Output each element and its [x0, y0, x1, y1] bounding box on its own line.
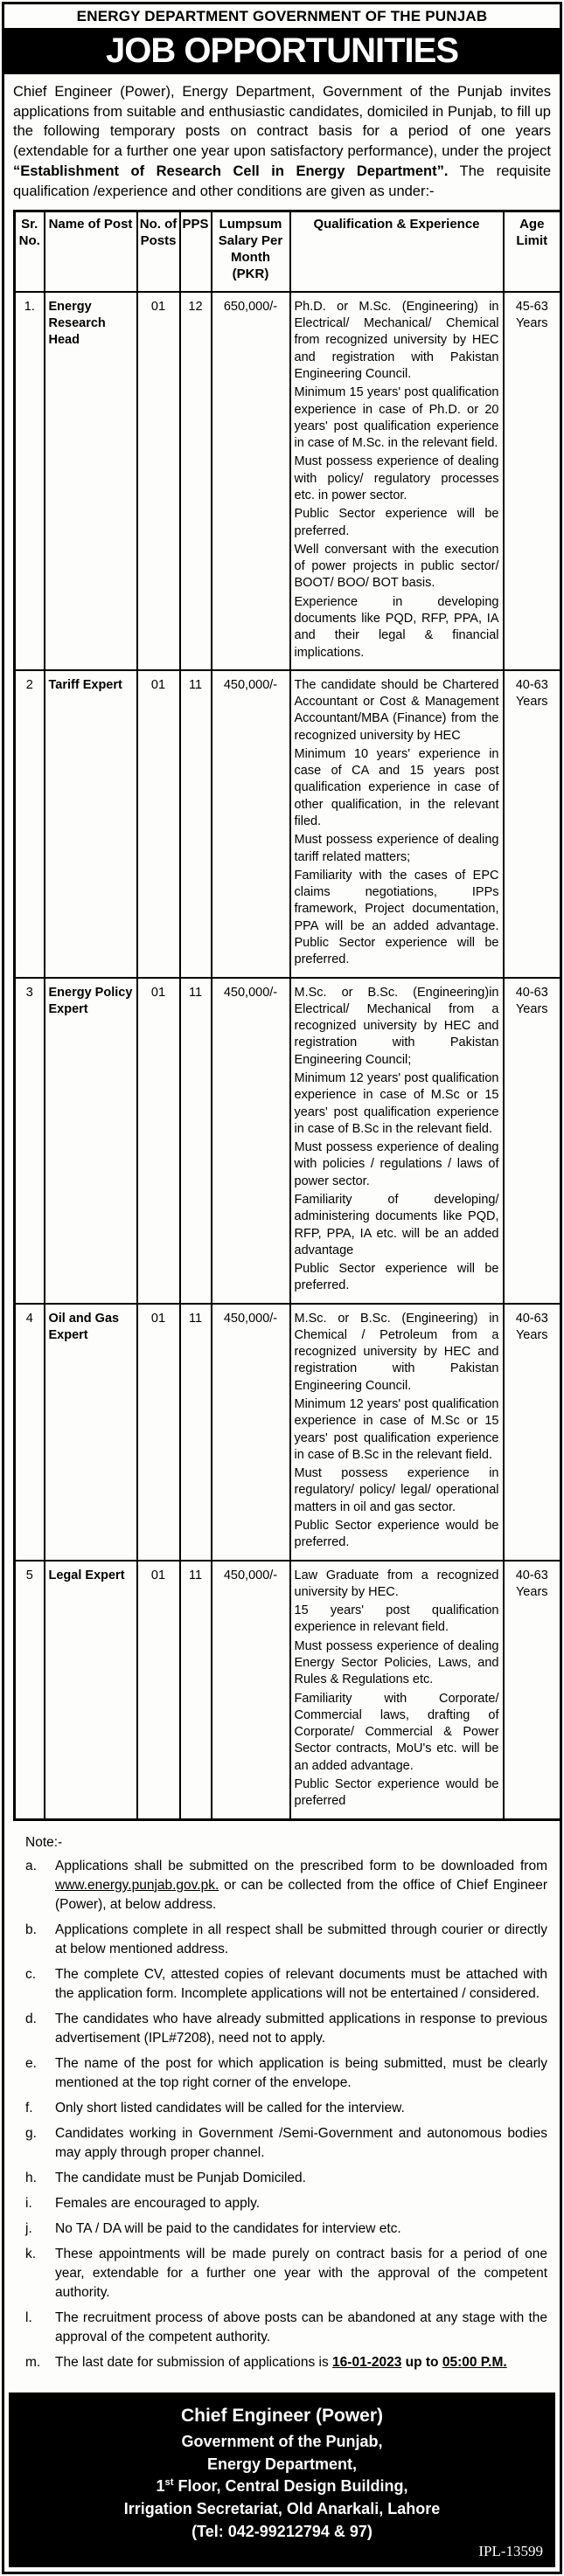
text-segment: The candidate must be Punjab Domiciled.: [55, 2170, 306, 2185]
text-segment: “Establishment of Research Cell in Energy Department”.: [13, 163, 449, 179]
text-segment: Only short listed candidates will be called for the interview.: [55, 2100, 405, 2116]
text-segment: 16-01-2023: [332, 2354, 402, 2370]
text-segment: The complete CV, attested copies of relevant documents must be attached with the application form. Incomplete applications will not be entertained / considered.: [55, 1966, 547, 2001]
qualification-paragraph: Familiarity of developing/ administering documents like PQD, RFP, PPA, IA etc. will be an added advantage: [294, 1192, 499, 1257]
cell-posts: 01: [137, 1561, 180, 1819]
note-letter: c.: [25, 1966, 37, 1982]
cell-post: Legal Expert: [45, 1561, 137, 1819]
text-segment: Government of the Punjab,: [181, 2433, 383, 2451]
col-header-name-of-post: Name of Post: [45, 211, 137, 292]
col-header-sr-no: Sr. No.: [15, 211, 45, 292]
table-row: [15, 670, 561, 978]
cell-pps: 11: [180, 1561, 212, 1819]
cell-posts: 01: [137, 978, 180, 1304]
text-segment: Chief Engineer (Power): [180, 2405, 384, 2426]
cell-salary: 450,000/-: [212, 1561, 290, 1819]
cell-pps: 12: [180, 292, 212, 670]
cell-qualification: [290, 292, 504, 670]
qualification-paragraph: M.Sc. or B.Sc. (Engineering) in Chemical / Petroleum from a recognized university by HEC and registration with Pakistan Engineering Council.: [294, 1311, 499, 1393]
text-segment: These appointments will be made purely on contract basis for a period of one year, extendable for a further one year with the approval of the competent authority.: [55, 2246, 547, 2300]
cell-salary: 450,000/-: [212, 1304, 290, 1561]
note-text: [55, 2194, 549, 2213]
qualification-paragraph: Public Sector experience would be preferred: [294, 1776, 499, 1809]
note-item: [25, 1857, 549, 1915]
qualification-paragraph: Law Graduate from a recognized university by HEC.: [294, 1568, 499, 1599]
qualification-paragraph: Public Sector experience will be preferred.: [294, 507, 499, 538]
cell-post: Tariff Expert: [45, 670, 137, 978]
text-segment: The recruitment process of above posts can be abandoned at any stage with the approval of the competent authority.: [55, 2309, 547, 2344]
qualification-paragraph: Must possess experience of dealing with policies / regulations / laws of power sector.: [294, 1140, 499, 1188]
note-text: [55, 1965, 549, 2004]
note-text: [55, 1857, 549, 1915]
note-item: [25, 2245, 549, 2302]
posts-table: [13, 210, 562, 1820]
note-text: [55, 1921, 549, 1959]
note-item: [25, 2194, 549, 2213]
col-header-no-of-posts: No. of Posts: [137, 211, 180, 292]
qualification-paragraph: Must possess experience of dealing with policy/ regulatory processes etc. in power sector.: [294, 454, 499, 502]
table-row: [15, 292, 561, 670]
note-letter: g.: [25, 2125, 37, 2141]
cell-sr: 1.: [15, 292, 45, 670]
cell-age: [504, 1304, 561, 1561]
intro-paragraph: [4, 74, 560, 211]
qualification-paragraph: Minimum 12 years' post qualification experience in case of M.Sc or 15 years' post qualification experience in case of B.Sc in the relevant field.: [294, 1070, 499, 1136]
age-range: 40-63: [515, 1568, 548, 1582]
note-text: [55, 2309, 549, 2347]
cell-salary: 450,000/-: [212, 670, 290, 978]
age-unit: Years: [515, 1001, 548, 1016]
cell-posts: 01: [137, 670, 180, 978]
text-segment: The last date for submission of applications is: [55, 2354, 333, 2370]
text-segment: (Tel: 042-99212794 & 97): [191, 2522, 373, 2540]
qualification-paragraph: The candidate should be Chartered Accountant or Cost & Management Accountant/MBA (Finance) from the recognized university by HEC: [294, 677, 499, 743]
qualification-paragraph: Experience in developing documents like PQD, RFP, PPA, IA and their legal & financial implications.: [294, 594, 499, 660]
qualification-paragraph: Well conversant with the execution of power projects in public sector/ BOOT/ BOO/ BOT basis.: [294, 542, 499, 591]
cell-post: Energy Research Head: [45, 292, 137, 670]
qualification-paragraph: Public Sector experience will be preferred.: [294, 1262, 499, 1293]
cell-salary: 450,000/-: [212, 978, 290, 1304]
cell-age: [504, 978, 561, 1304]
cell-qualification: [290, 670, 504, 978]
cell-salary: 650,000/-: [212, 292, 290, 670]
note-text: [55, 2054, 549, 2093]
cell-pps: 11: [180, 1304, 212, 1561]
cell-sr: 3: [15, 978, 45, 1304]
text-segment: up to: [401, 2354, 442, 2370]
cell-qualification: [290, 1561, 504, 1819]
note-letter: j.: [25, 2220, 32, 2236]
note-letter: l.: [25, 2309, 32, 2325]
table-row: [15, 1561, 561, 1819]
note-text: [55, 2169, 549, 2188]
qualification-paragraph: Must possess experience in regulatory/ policy/ legal/ operational matters in oil and gas sector.: [294, 1466, 499, 1514]
note-letter: f.: [25, 2100, 33, 2116]
text-segment: Floor, Central Design Building,: [173, 2477, 408, 2496]
note-letter: e.: [25, 2055, 37, 2071]
note-text: [55, 2245, 549, 2302]
cell-pps: 11: [180, 978, 212, 1304]
note-item: [25, 1921, 549, 1959]
age-range: 45-63: [515, 299, 548, 314]
text-segment: Chief Engineer (Power), Energy Department, Government of the Punjab invites applications from suitable and enthusiastic candidates, domiciled in Punjab, to fill up the following temporary posts on contract basis for a period of one years (extendable for a further one year upon satisfactory performance), under the project: [13, 83, 551, 160]
age-range: 40-63: [515, 985, 548, 1000]
text-segment: Applications complete in all respect shall be submitted through courier or directly at below mentioned address.: [55, 1922, 547, 1956]
note-letter: k.: [25, 2246, 37, 2261]
cell-sr: 5: [15, 1561, 45, 1819]
text-segment: Candidates working in Government /Semi-Government and autonomous bodies may apply through proper channel.: [55, 2125, 547, 2160]
note-letter: i.: [25, 2195, 32, 2211]
note-text: [55, 2219, 549, 2239]
qualification-paragraph: M.Sc. or B.Sc. (Engineering)in Electrical/ Mechanical from a recognized university by HEC and registration with Pakistan Engineering Council;: [294, 985, 499, 1067]
note-letter: h.: [25, 2170, 37, 2185]
footer-line: [9, 2476, 555, 2498]
note-item: [25, 2169, 549, 2188]
qualification-paragraph: Public Sector experience would be preferred.: [294, 1519, 499, 1550]
qualification-paragraph: Minimum 12 years' post qualification experience in case of M.Sc or 15 years' post qualification experience in case of B.Sc in the relevant field.: [294, 1397, 499, 1462]
cell-posts: 01: [137, 292, 180, 670]
text-segment: The candidates who have already submitted applications in response to previous advertisement (IPL#7208), need not to apply.: [55, 2011, 547, 2046]
col-header-salary: Lumpsum Salary Per Month (PKR): [212, 211, 290, 292]
footer-line: [9, 2521, 555, 2544]
cell-qualification: [290, 1304, 504, 1561]
qualification-paragraph: Must possess experience of dealing tariff related matters;: [294, 833, 499, 864]
job-ad-page: [0, 2, 564, 2574]
note-item: [25, 2054, 549, 2093]
notes-list: [25, 1857, 549, 2372]
footer-line: [9, 2403, 555, 2429]
note-letter: d.: [25, 2011, 37, 2026]
text-segment: The requisite qualification /experience and other conditions are given as under:-: [13, 163, 551, 199]
note-item: [25, 2010, 549, 2048]
notes-section: [4, 1821, 560, 2389]
text-segment: st: [164, 2477, 174, 2489]
note-item: [25, 2353, 549, 2372]
text-segment: 05:00 P.M.: [442, 2354, 507, 2370]
qualification-paragraph: Minimum 10 years' experience in case of CA and 15 years post qualification experience in case of other qualification, in the relevant filed.: [294, 746, 499, 829]
org-title: ENERGY DEPARTMENT GOVERNMENT OF THE PUNJAB: [4, 4, 560, 31]
age-unit: Years: [515, 1327, 548, 1342]
age-range: 40-63: [515, 677, 548, 692]
notes-heading: Note:-: [25, 1834, 63, 1850]
col-header-age-limit: Age Limit: [504, 211, 561, 292]
footer-line: [9, 2454, 555, 2476]
col-header-qualification: Qualification & Experience: [290, 211, 504, 292]
table-header-row: [15, 211, 561, 292]
note-letter: m.: [25, 2354, 41, 2370]
advert-ref-number: IPL-13599: [478, 2543, 543, 2560]
age-range: 40-63: [515, 1311, 548, 1326]
cell-sr: 4: [15, 1304, 45, 1561]
text-segment: 1: [156, 2477, 165, 2496]
footer-contact-block: [9, 2392, 555, 2568]
qualification-paragraph: Familiarity with the cases of EPC claims negotiations, IPPs framework, Project documentation, PPA will be an added advantage. Public Sector experience will be preferred.: [294, 868, 499, 967]
cell-age: [504, 670, 561, 978]
cell-sr: 2: [15, 670, 45, 978]
text-segment: Irrigation Secretariat, Old Anarkali, Lahore: [123, 2499, 441, 2517]
job-opportunities-banner: JOB OPPORTUNITIES: [4, 31, 560, 74]
posts-table-body: [15, 292, 561, 1819]
cell-qualification: [290, 978, 504, 1304]
qualification-paragraph: 15 years' post qualification experience in relevant field.: [294, 1603, 499, 1635]
col-header-pps: PPS: [180, 211, 212, 292]
qualification-paragraph: Familiarity with Corporate/ Commercial laws, drafting of Corporate/ Commercial & Power Sector contracts, MoU's etc. will be an added advantage.: [294, 1691, 499, 1773]
cell-post: Energy Policy Expert: [45, 978, 137, 1304]
note-text: [55, 2099, 549, 2118]
age-unit: Years: [515, 695, 548, 710]
ad-frame: [2, 2, 562, 2574]
note-item: [25, 1965, 549, 2004]
text-segment: Applications shall be submitted on the prescribed form to be downloaded from: [55, 1858, 547, 1873]
text-segment: or can be collected from the office of Chief Engineer (Power), at below address.: [55, 1877, 547, 1912]
age-unit: Years: [515, 316, 548, 331]
note-text: [55, 2010, 549, 2048]
table-row: [15, 1304, 561, 1561]
cell-post: Oil and Gas Expert: [45, 1304, 137, 1561]
note-item: [25, 2219, 549, 2239]
note-item: [25, 2124, 549, 2163]
age-unit: Years: [515, 1584, 548, 1599]
cell-age: [504, 1561, 561, 1819]
cell-pps: 11: [180, 670, 212, 978]
text-segment: www.energy.punjab.gov.pk.: [55, 1877, 219, 1893]
note-item: [25, 2099, 549, 2118]
note-letter: a.: [25, 1858, 37, 1873]
note-letter: b.: [25, 1922, 37, 1937]
note-item: [25, 2309, 549, 2347]
qualification-paragraph: Ph.D. or M.Sc. (Engineering) in Electrical/ Mechanical/ Chemical from recognized university by HEC and registration with Pakistan Engineering Council.: [294, 299, 499, 382]
cell-age: [504, 292, 561, 670]
text-segment: No TA / DA will be paid to the candidates for interview etc.: [55, 2220, 401, 2236]
note-text: [55, 2353, 549, 2372]
footer-line: [9, 2431, 555, 2454]
note-text: [55, 2124, 549, 2163]
text-segment: The name of the post for which application is being submitted, must be clearly mentioned at the top right corner of the envelope.: [55, 2055, 547, 2090]
text-segment: Females are encouraged to apply.: [55, 2195, 261, 2211]
cell-posts: 01: [137, 1304, 180, 1561]
qualification-paragraph: Minimum 15 years' post qualification experience in case of Ph.D. or 20 years' post qualification experience in case of M.Sc. in the relevant field.: [294, 385, 499, 451]
footer-line: [9, 2498, 555, 2521]
qualification-paragraph: Must possess experience of dealing Energy Sector Policies, Laws, and Rules & Regulations etc.: [294, 1638, 499, 1687]
table-row: [15, 978, 561, 1304]
text-segment: Energy Department,: [206, 2455, 358, 2473]
footer-lines: [9, 2403, 555, 2544]
